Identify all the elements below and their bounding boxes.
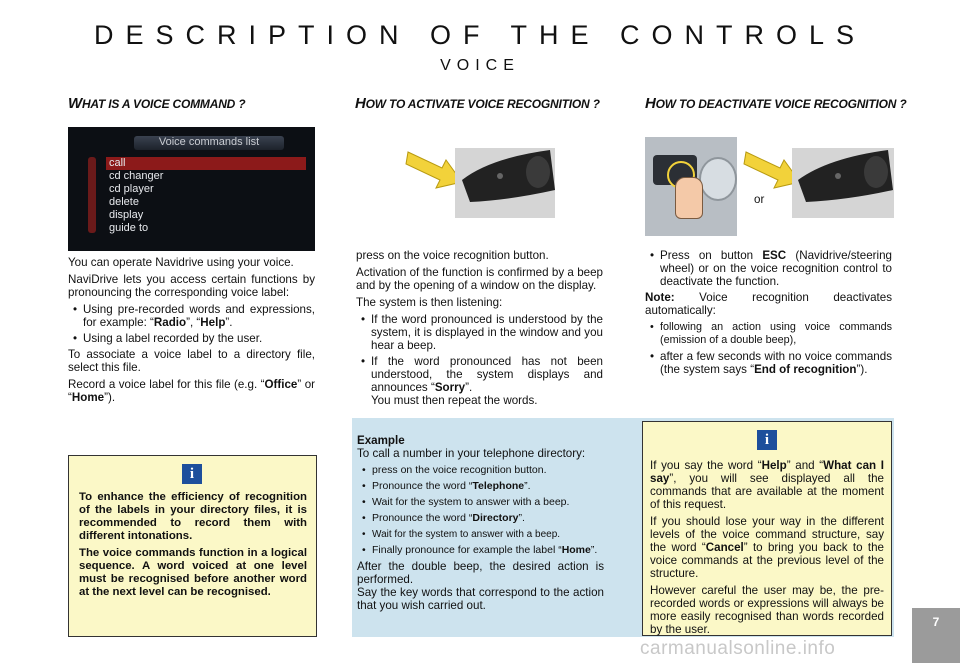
yellow-arrow-icon — [744, 152, 800, 188]
example-step: • Pronounce the word “Directory”. — [357, 512, 604, 525]
heading-activate: HOW TO ACTIVATE VOICE RECOGNITION ? — [355, 95, 600, 112]
screen-menu-list — [106, 157, 306, 235]
deactivate-bullet-1: • Press on button ESC (Navidrive/steering wheel) or on the voice recognition control to deactivate the function. — [645, 249, 892, 288]
screen-menu-item: guide to — [109, 222, 149, 234]
activate-p2: Activation of the function is confirmed by a beep and by the opening of a window on the display. — [356, 266, 603, 292]
deactivate-text-block — [645, 249, 892, 379]
example-step: • Finally pronounce for example the label “Home”. — [357, 544, 604, 557]
right-info-text — [650, 459, 884, 640]
footer-watermark: carmanualsonline.info — [640, 638, 836, 659]
activate-p3: The system is then listening: — [356, 296, 503, 309]
activate-bullet-1: • If the word pronounced is understood by the system, it is displayed in the window and you hear a beep. — [356, 313, 603, 352]
left-p1: You can operate Navidrive using your voice. — [68, 256, 294, 269]
example-outro-1: After the double beep, the desired action is performed. — [357, 560, 604, 586]
yellow-arrow-icon — [406, 152, 462, 188]
activate-p1: press on the voice recognition button. — [356, 249, 549, 262]
right-info-box — [642, 421, 892, 636]
page-subtitle: VOICE — [440, 57, 520, 74]
page-number: 7 — [912, 608, 960, 663]
right-info-p1: If you say the word “Help” and “What can I say”, you will see displayed all the commands that are available at the moment of this request. — [650, 459, 885, 511]
deactivate-illustration — [740, 140, 900, 220]
or-label: or — [754, 193, 765, 206]
left-p2: NaviDrive lets you access certain functions by pronouncing the corresponding voice label: — [68, 273, 315, 299]
info-icon: i — [182, 464, 202, 484]
page-title: DESCRIPTION OF THE CONTROLS — [93, 20, 867, 50]
steering-stalk-icon — [792, 148, 894, 218]
steering-stalk-icon — [455, 148, 555, 218]
left-p3: To associate a voice label to a directory file, select this file. — [68, 348, 315, 374]
deactivate-bullet-3: • after a few seconds with no voice commands (the system says “End of recognition”). — [645, 350, 892, 376]
heading-what-is-voice-command: WHAT IS A VOICE COMMAND ? — [68, 95, 246, 112]
example-outro-2: Say the key words that correspond to the action that you wish carried out. — [357, 586, 604, 612]
right-info-p3: However careful the user may be, the pre-recorded words or expressions will always be more easily recognised than words recorded by the user. — [650, 584, 884, 636]
example-step: • press on the voice recognition button. — [357, 464, 604, 477]
voice-commands-screen-image — [68, 127, 315, 251]
left-p4: Record a voice label for this file (e.g. “Office” or “Home”). — [68, 378, 316, 404]
screen-menu-item: cd changer — [109, 170, 164, 182]
left-text-block — [68, 256, 315, 408]
example-block — [357, 434, 604, 616]
screen-scrollbar — [88, 157, 96, 233]
knob — [699, 157, 737, 201]
activate-illustration — [400, 140, 560, 220]
left-info-text: To enhance the efficiency of recognition of the labels in your directory files, it is recommended to record them with different intonations. The voice commands function in a logical sequence. A word voiced at one level must be recognised before another word at the next level can be recognised. — [79, 491, 307, 598]
example-step: • Pronounce the word “Telephone”. — [357, 480, 604, 493]
activate-text-block — [356, 249, 603, 410]
heading-deactivate: HOW TO DEACTIVATE VOICE RECOGNITION ? — [645, 95, 907, 112]
left-bullet-2: • Using a label recorded by the user. — [68, 332, 315, 345]
screen-menu-item: call — [106, 157, 306, 170]
example-step: • Wait for the system to answer with a beep. — [357, 496, 604, 509]
example-panel — [352, 418, 894, 637]
finger-icon — [675, 177, 703, 219]
screen-menu-item: display — [109, 209, 144, 221]
right-info-p2: If you should lose your way in the different levels of the voice command structure, say the word “Cancel” to bring you back to the voice commands at the previous level of the structure. — [650, 515, 884, 580]
example-title: Example — [357, 434, 405, 447]
left-bullet-1: • Using pre-recorded words and expressions, for example: “Radio”, “Help”. — [68, 303, 315, 329]
left-info-box — [68, 455, 317, 637]
deactivate-bullet-2: • following an action using voice commands (emission of a double beep), — [645, 321, 892, 347]
screen-title: Voice commands list — [134, 136, 284, 150]
screen-menu-item: delete — [109, 196, 139, 208]
example-intro: To call a number in your telephone directory: — [357, 447, 586, 460]
activate-bullet-2: • If the word pronounced has not been understood, the system displays and announces “Sorry”. You must then repeat the words. — [356, 355, 603, 407]
esc-button-photo — [645, 137, 737, 236]
deactivate-note: Note: Voice recognition deactivates automatically: — [645, 291, 892, 317]
info-icon: i — [757, 430, 777, 450]
screen-menu-item: cd player — [109, 183, 154, 195]
example-step: • Wait for the system to answer with a beep. — [357, 528, 604, 541]
